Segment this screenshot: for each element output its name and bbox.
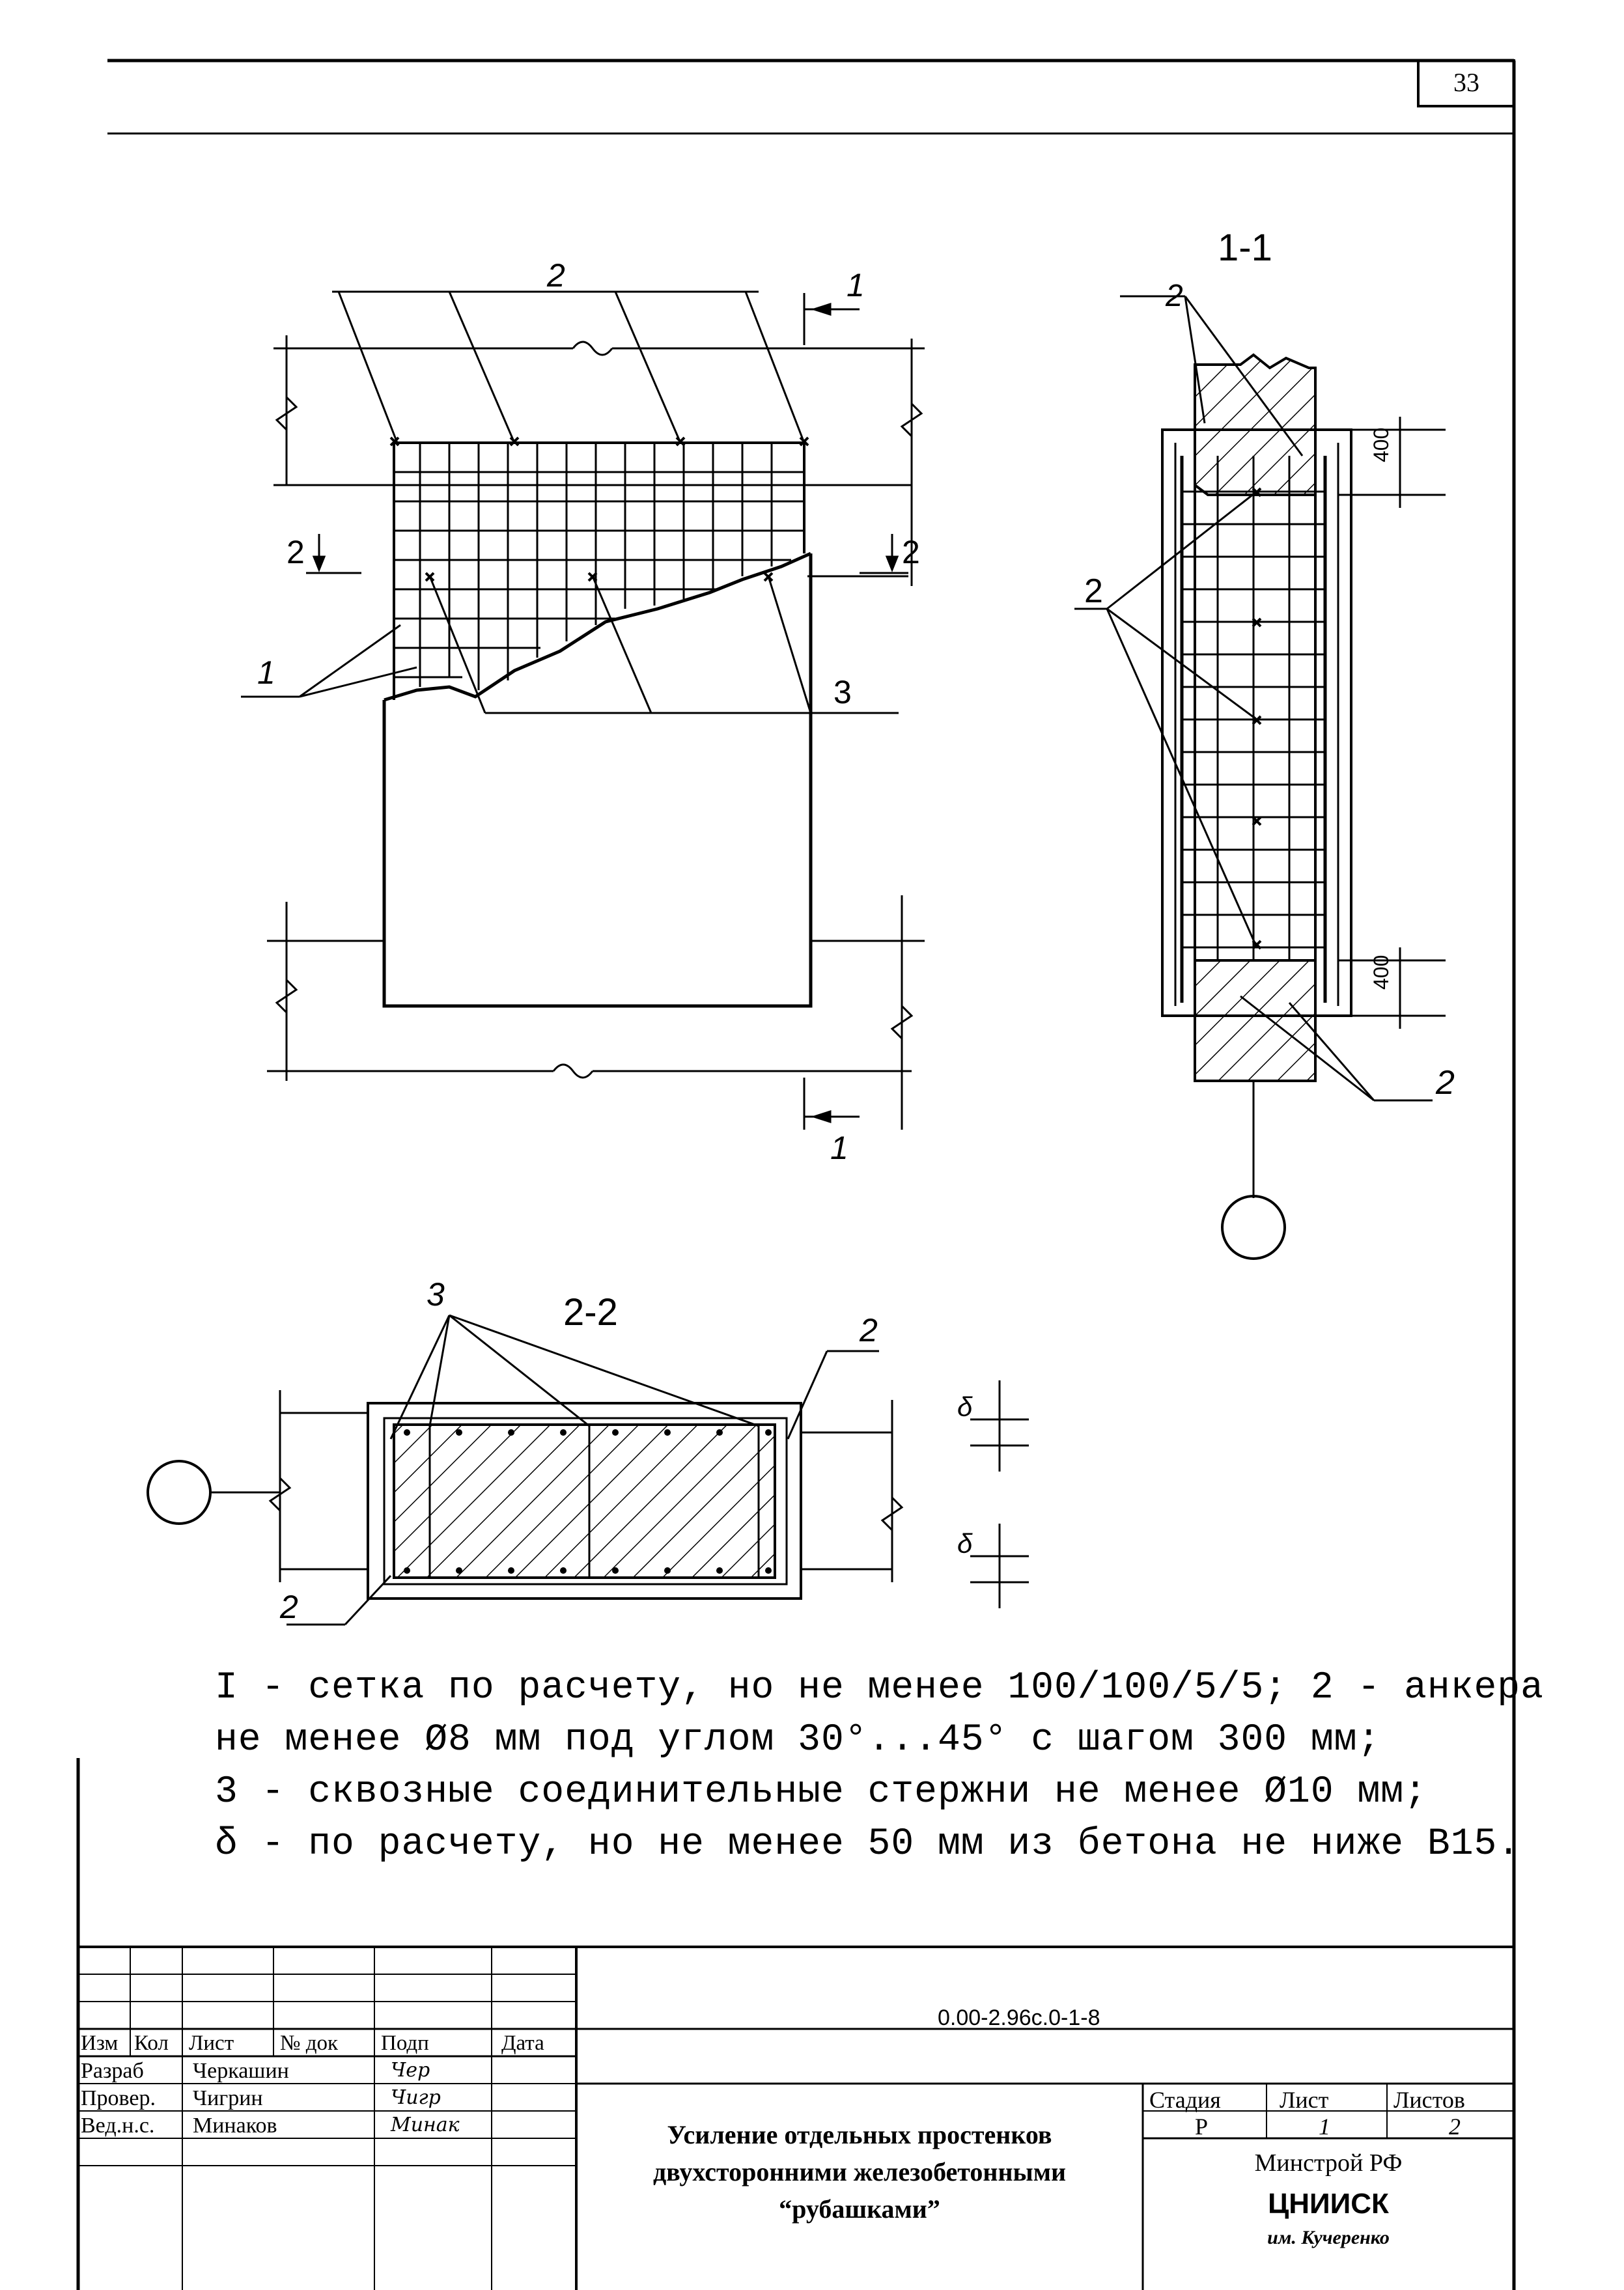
label-rod-3: 3 xyxy=(833,674,852,710)
header-izm: Изм xyxy=(81,2032,119,2055)
note-line-4: δ - по расчету, но не менее 50 мм из бетона не ниже В15. xyxy=(215,1823,1521,1865)
elevation-labels xyxy=(257,257,920,1166)
header-kol: Кол xyxy=(134,2032,169,2055)
signature-prover: Чигр xyxy=(391,2086,441,2109)
org-kucherenko: им. Кучеренко xyxy=(1267,2227,1390,2248)
label-anchor-2-top: 2 xyxy=(547,257,565,294)
name-razrab: Черкашин xyxy=(193,2059,289,2083)
label-cut-1-top: 1 xyxy=(847,267,865,303)
signature-ved: Минак xyxy=(391,2114,460,2136)
org-ministry: Минстрой РФ xyxy=(1254,2149,1403,2177)
section-2-2 xyxy=(148,1315,1029,1625)
label-mesh-1: 1 xyxy=(257,654,275,691)
dim-400-bottom: 400 xyxy=(1369,955,1393,990)
header-ndok: № док xyxy=(280,2032,339,2055)
label-anchor-2-1-1-top: 2 xyxy=(1166,279,1183,313)
sheets-value: 2 xyxy=(1449,2114,1461,2140)
org-tsniisk: ЦНИИСК xyxy=(1268,2188,1389,2220)
doc-code: 0.00-2.96с.0-1-8 xyxy=(938,2005,1100,2030)
name-ved: Минаков xyxy=(193,2114,277,2138)
dim-delta-top: δ xyxy=(957,1391,973,1422)
label-cut-1-bottom: 1 xyxy=(830,1130,848,1166)
header-list: Лист xyxy=(189,2032,234,2055)
page-number: 33 xyxy=(1453,68,1479,97)
note-line-2: не менее Ø8 мм под углом 30°...45° с шагом 300 мм; xyxy=(215,1719,1381,1761)
signature-razrab: Чер xyxy=(391,2059,430,2082)
header-data: Дата xyxy=(501,2032,544,2055)
label-anchor-2-2-2-left: 2 xyxy=(280,1589,298,1625)
header-podp: Подп xyxy=(381,2032,429,2055)
sheet-header: Лист xyxy=(1280,2087,1329,2113)
note-line-1: I - сетка по расчету, но не менее 100/100/5/5; 2 - анкера xyxy=(215,1667,1544,1709)
sheets-header: Листов xyxy=(1393,2087,1465,2113)
drawing-title-line-3: “рубашками” xyxy=(779,2194,940,2224)
section-2-2-title: 2-2 xyxy=(563,1291,618,1334)
label-anchor-2-2-2-right: 2 xyxy=(860,1312,878,1348)
drawing-title-line-1: Усиление отдельных простенков xyxy=(667,2120,1052,2149)
dim-400-top: 400 xyxy=(1369,427,1393,462)
note-line-3: 3 - сквозные соединительные стержни не менее Ø10 мм; xyxy=(215,1771,1427,1813)
role-ved: Вед.н.с. xyxy=(81,2114,155,2138)
sheet-value: 1 xyxy=(1319,2114,1330,2140)
label-cut-2-left: 2 xyxy=(287,534,305,570)
elevation-view xyxy=(241,292,925,1130)
dim-delta-bottom: δ xyxy=(957,1528,973,1559)
label-rod-3-2-2: 3 xyxy=(427,1276,445,1313)
role-prover: Провер. xyxy=(81,2086,156,2110)
label-anchor-2-1-1-bottom: 2 xyxy=(1436,1064,1455,1102)
role-razrab: Разраб xyxy=(81,2059,144,2083)
name-prover: Чигрин xyxy=(193,2086,263,2110)
label-anchor-2-1-1-left: 2 xyxy=(1084,572,1103,610)
label-cut-2-right: 2 xyxy=(902,534,920,570)
stage-value: Р xyxy=(1195,2114,1209,2140)
section-1-1-title: 1-1 xyxy=(1218,227,1272,269)
stage-header: Стадия xyxy=(1149,2087,1221,2113)
drawing-title-line-2: двухсторонними железобетонными xyxy=(652,2157,1067,2186)
